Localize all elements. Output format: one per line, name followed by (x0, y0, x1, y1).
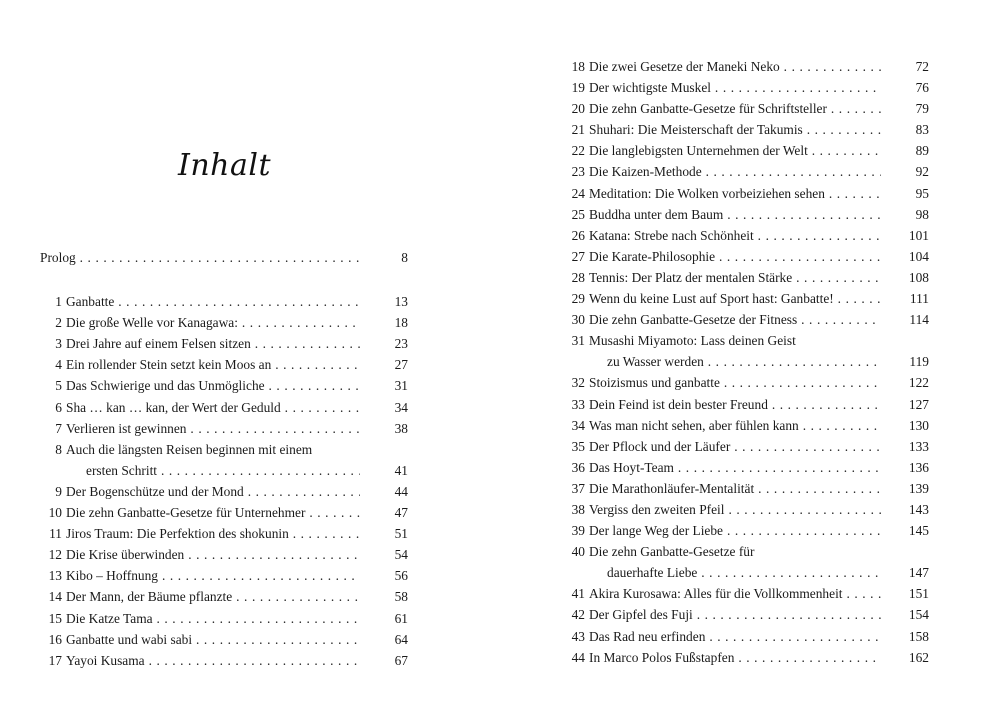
toc-entry-number: 8 (55, 441, 62, 457)
toc-entry (40, 397, 408, 418)
toc-entry-page: 114 (885, 309, 929, 330)
toc-entry (40, 418, 408, 439)
toc-entry-page: 58 (364, 586, 408, 607)
toc-entry (563, 225, 929, 246)
toc-entry (563, 520, 929, 541)
toc-entry-page: 154 (885, 604, 929, 625)
toc-entry-number: 12 (48, 547, 62, 563)
toc-entry-title: ersten Schritt . . . (86, 460, 360, 481)
toc-entry (40, 460, 408, 481)
toc-entry-number: 5 (55, 378, 62, 394)
toc-entry-number: 44 (571, 649, 585, 665)
toc-entry-number: 17 (48, 652, 62, 668)
toc-entry (40, 354, 408, 375)
toc-entry (40, 333, 408, 354)
toc-entry (40, 586, 408, 607)
toc-entry (563, 372, 929, 393)
toc-entry-number: 24 (571, 185, 585, 201)
toc-entry-title: Wenn du keine Lust auf Sport hast: Ganbatte! . . . (589, 288, 881, 309)
toc-entry-title: Stoizismus und ganbatte . . . (589, 372, 881, 393)
toc-entry (563, 351, 929, 372)
toc-entry-number: 19 (571, 80, 585, 96)
toc-entry-number: 3 (55, 336, 62, 352)
toc-entry-number: 10 (48, 505, 62, 521)
toc-entry (563, 77, 929, 98)
toc-entry-title: Sha … kan … kan, der Wert der Geduld . . . (66, 397, 360, 418)
toc-entry-number: 33 (571, 396, 585, 412)
toc-entry-title: Dein Feind ist dein bester Freund . . . (589, 394, 881, 415)
toc-entry-number: 21 (571, 122, 585, 138)
toc-entry-number: 42 (571, 607, 585, 623)
toc-entry-title: Die zehn Ganbatte-Gesetze für (589, 544, 755, 560)
toc-entry-page: 79 (885, 98, 929, 119)
toc-spacer (40, 268, 408, 291)
toc-entry-title: Yayoi Kusama . . . (66, 650, 360, 671)
toc-entry-title: Auch die längsten Reisen beginnen mit einem (66, 441, 313, 457)
toc-entry-page: 38 (364, 418, 408, 439)
toc-entry-number: 39 (571, 523, 585, 539)
toc-entry-number: 16 (48, 631, 62, 647)
toc-entry (40, 291, 408, 312)
toc-entry-page: 76 (885, 77, 929, 98)
toc-entry-title: Ganbatte und wabi sabi . . . (66, 629, 360, 650)
toc-entry-number: 11 (49, 526, 62, 542)
toc-entry-title: Die Katze Tama . . . (66, 608, 360, 629)
toc-entry-title: Die Kaizen-Methode . . . (589, 161, 881, 182)
toc-entry-title: Das Rad neu erfinden . . . (589, 626, 881, 647)
toc-entry-title: Was man nicht sehen, aber fühlen kann . . . (589, 415, 881, 436)
toc-entry (40, 375, 408, 396)
toc-entry (563, 647, 929, 668)
toc-entry-title: Die zehn Ganbatte-Gesetze für Unternehmer . . . (66, 502, 360, 523)
toc-entry-title: Die Marathonläufer-Mentalität . . . (589, 478, 881, 499)
toc-entry-number: 41 (571, 586, 585, 602)
toc-entry-number: 34 (571, 417, 585, 433)
toc-entry (563, 394, 929, 415)
toc-entry-number: 18 (571, 59, 585, 74)
toc-entry (40, 502, 408, 523)
toc-entry (40, 247, 408, 268)
toc-entry-page: 18 (364, 312, 408, 333)
toc-entry-page: 83 (885, 119, 929, 140)
toc-entry-title: Das Schwierige und das Unmögliche . . . (66, 375, 360, 396)
toc-entry-number: 14 (48, 589, 62, 605)
toc-entry-page: 133 (885, 436, 929, 457)
toc-entry-page: 119 (885, 351, 929, 372)
toc-entry-number: 35 (571, 438, 585, 454)
right-page (495, 0, 991, 713)
toc-entry-number: 15 (48, 610, 62, 626)
toc-entry-page: 56 (364, 565, 408, 586)
toc-entry-page: 47 (364, 502, 408, 523)
toc-entry-number: 20 (571, 101, 585, 117)
toc-entry-title: Die langlebigsten Unternehmen der Welt . . . (589, 140, 881, 161)
toc-entry-number: 38 (571, 501, 585, 517)
toc-entry-number: 30 (571, 312, 585, 328)
toc-entry (563, 541, 929, 562)
toc-entry (40, 439, 408, 460)
toc-entry-title: Die Krise überwinden . . . (66, 544, 360, 565)
toc-entry-page: 162 (885, 647, 929, 668)
toc-entry-number: 28 (571, 269, 585, 285)
toc-entry-number: 2 (55, 315, 62, 331)
page-title: Inhalt (178, 148, 272, 183)
toc-entry-page: 143 (885, 499, 929, 520)
toc-entry-title: Die zehn Ganbatte-Gesetze der Fitness . . . (589, 309, 881, 330)
toc-entry-page: 104 (885, 246, 929, 267)
toc-entry (563, 309, 929, 330)
toc-entry (40, 608, 408, 629)
toc-entry-number: 37 (571, 480, 585, 496)
toc-entry-number: 40 (571, 544, 585, 560)
left-page (0, 0, 495, 713)
toc-entry-number: 32 (571, 375, 585, 391)
toc-entry-title: Der Mann, der Bäume pflanzte . . . (66, 586, 360, 607)
toc-entry-page: 98 (885, 204, 929, 225)
toc-entry (563, 478, 929, 499)
toc-entry-number: 7 (55, 420, 62, 436)
toc-entry-page: 54 (364, 544, 408, 565)
toc-entry-number: 36 (571, 459, 585, 475)
toc-entry (563, 457, 929, 478)
toc-entry (40, 523, 408, 544)
toc-entry-title: Der Bogenschütze und der Mond . . . (66, 481, 360, 502)
toc-entry-page: 158 (885, 626, 929, 647)
toc-entry-page: 145 (885, 520, 929, 541)
toc-entry (40, 565, 408, 586)
toc-entry (563, 415, 929, 436)
toc-entry-title: Das Hoyt-Team . . . (589, 457, 881, 478)
toc-entry-page: 127 (885, 394, 929, 415)
toc-list-left (40, 247, 408, 671)
toc-entry-page: 92 (885, 161, 929, 182)
toc-entry-title: Der Gipfel des Fuji . . . (589, 604, 881, 625)
toc-entry-title: Vergiss den zweiten Pfeil . . . (589, 499, 881, 520)
toc-entry (563, 436, 929, 457)
toc-entry-page: 111 (885, 288, 929, 309)
toc-entry-title: Drei Jahre auf einem Felsen sitzen . . . (66, 333, 360, 354)
toc-entry-page: 95 (885, 183, 929, 204)
toc-entry (563, 330, 929, 351)
toc-entry-page: 139 (885, 478, 929, 499)
toc-entry-number: 22 (571, 143, 585, 159)
toc-entry (563, 626, 929, 647)
toc-entry-number: 27 (571, 248, 585, 264)
toc-entry-number: 13 (48, 568, 62, 584)
toc-entry-title: Meditation: Die Wolken vorbeiziehen sehen . . . (589, 183, 881, 204)
toc-entry (563, 604, 929, 625)
toc-entry-page: 130 (885, 415, 929, 436)
toc-entry-page: 61 (364, 608, 408, 629)
toc-entry (563, 246, 929, 267)
toc-entry (40, 481, 408, 502)
toc-entry-title: Die Karate-Philosophie . . . (589, 246, 881, 267)
toc-entry-page: 13 (364, 291, 408, 312)
toc-entry (563, 140, 929, 161)
toc-entry-page: 67 (364, 650, 408, 671)
toc-entry-title: Shuhari: Die Meisterschaft der Takumis . . . (589, 119, 881, 140)
toc-entry-number: 1 (55, 294, 62, 310)
toc-entry (40, 629, 408, 650)
toc-entry-number: 43 (571, 628, 585, 644)
toc-entry-page: 108 (885, 267, 929, 288)
toc-entry (563, 161, 929, 182)
toc-entry-title: Der Pflock und der Läufer . . . (589, 436, 881, 457)
toc-entry-title: Prolog . . . (40, 247, 360, 268)
toc-entry-page: 151 (885, 583, 929, 604)
toc-entry-title: Ganbatte . . . (66, 291, 360, 312)
toc-entry-title: Der lange Weg der Liebe . . . (589, 520, 881, 541)
toc-entry-title: Jiros Traum: Die Perfektion des shokunin . . . (66, 523, 360, 544)
toc-entry (563, 56, 929, 77)
toc-entry (40, 544, 408, 565)
toc-entry-number: 25 (571, 206, 585, 222)
toc-entry-number: 9 (55, 483, 62, 499)
toc-entry-page: 89 (885, 140, 929, 161)
toc-entry-page: 122 (885, 372, 929, 393)
toc-entry-title: Die zwei Gesetze der Maneki Neko . . . (589, 56, 881, 77)
toc-entry-page: 147 (885, 562, 929, 583)
toc-entry-title: Akira Kurosawa: Alles für die Vollkommenheit . . . (589, 583, 881, 604)
toc-entry-title: Buddha unter dem Baum . . . (589, 204, 881, 225)
toc-entry (563, 499, 929, 520)
toc-entry-page: 101 (885, 225, 929, 246)
toc-entry (563, 583, 929, 604)
toc-entry-title: Katana: Strebe nach Schönheit . . . (589, 225, 881, 246)
toc-entry-page: 8 (364, 247, 408, 268)
toc-entry-number: 4 (55, 357, 62, 373)
toc-entry-page: 64 (364, 629, 408, 650)
toc-entry-title: Ein rollender Stein setzt kein Moos an . . . (66, 354, 360, 375)
toc-entry-title: Verlieren ist gewinnen . . . (66, 418, 360, 439)
toc-entry-title: Die zehn Ganbatte-Gesetze für Schriftsteller . . . (589, 98, 881, 119)
toc-entry-page: 44 (364, 481, 408, 502)
toc-entry (40, 650, 408, 671)
toc-entry-page: 27 (364, 354, 408, 375)
toc-entry-title: dauerhafte Liebe . . . (607, 562, 881, 583)
toc-entry-title: Musashi Miyamoto: Lass deinen Geist (589, 333, 796, 349)
toc-entry-title: zu Wasser werden . . . (607, 351, 881, 372)
toc-entry-title: In Marco Polos Fußstapfen . . . (589, 647, 881, 668)
toc-entry (563, 204, 929, 225)
toc-entry-page: 23 (364, 333, 408, 354)
toc-entry-number: 31 (571, 333, 585, 349)
toc-entry-page: 136 (885, 457, 929, 478)
toc-entry (563, 98, 929, 119)
toc-entry-page: 51 (364, 523, 408, 544)
toc-entry (563, 119, 929, 140)
toc-entry-page: 34 (364, 397, 408, 418)
toc-entry-number: 26 (571, 227, 585, 243)
toc-entry-title: Kibo – Hoffnung . . . (66, 565, 360, 586)
toc-entry-page: 41 (364, 460, 408, 481)
toc-entry-title: Der wichtigste Muskel . . . (589, 77, 881, 98)
toc-list-right (563, 56, 929, 668)
toc-entry (563, 267, 929, 288)
toc-entry-number: 6 (55, 399, 62, 415)
toc-entry-page: 31 (364, 375, 408, 396)
toc-entry-number: 29 (571, 291, 585, 307)
toc-entry-title: Die große Welle vor Kanagawa: . . . (66, 312, 360, 333)
toc-entry-page: 72 (885, 56, 929, 77)
toc-entry-title: Tennis: Der Platz der mentalen Stärke . . . (589, 267, 881, 288)
toc-entry (563, 183, 929, 204)
toc-entry (563, 288, 929, 309)
toc-entry (40, 312, 408, 333)
toc-entry-number: 23 (571, 164, 585, 180)
toc-entry (563, 562, 929, 583)
